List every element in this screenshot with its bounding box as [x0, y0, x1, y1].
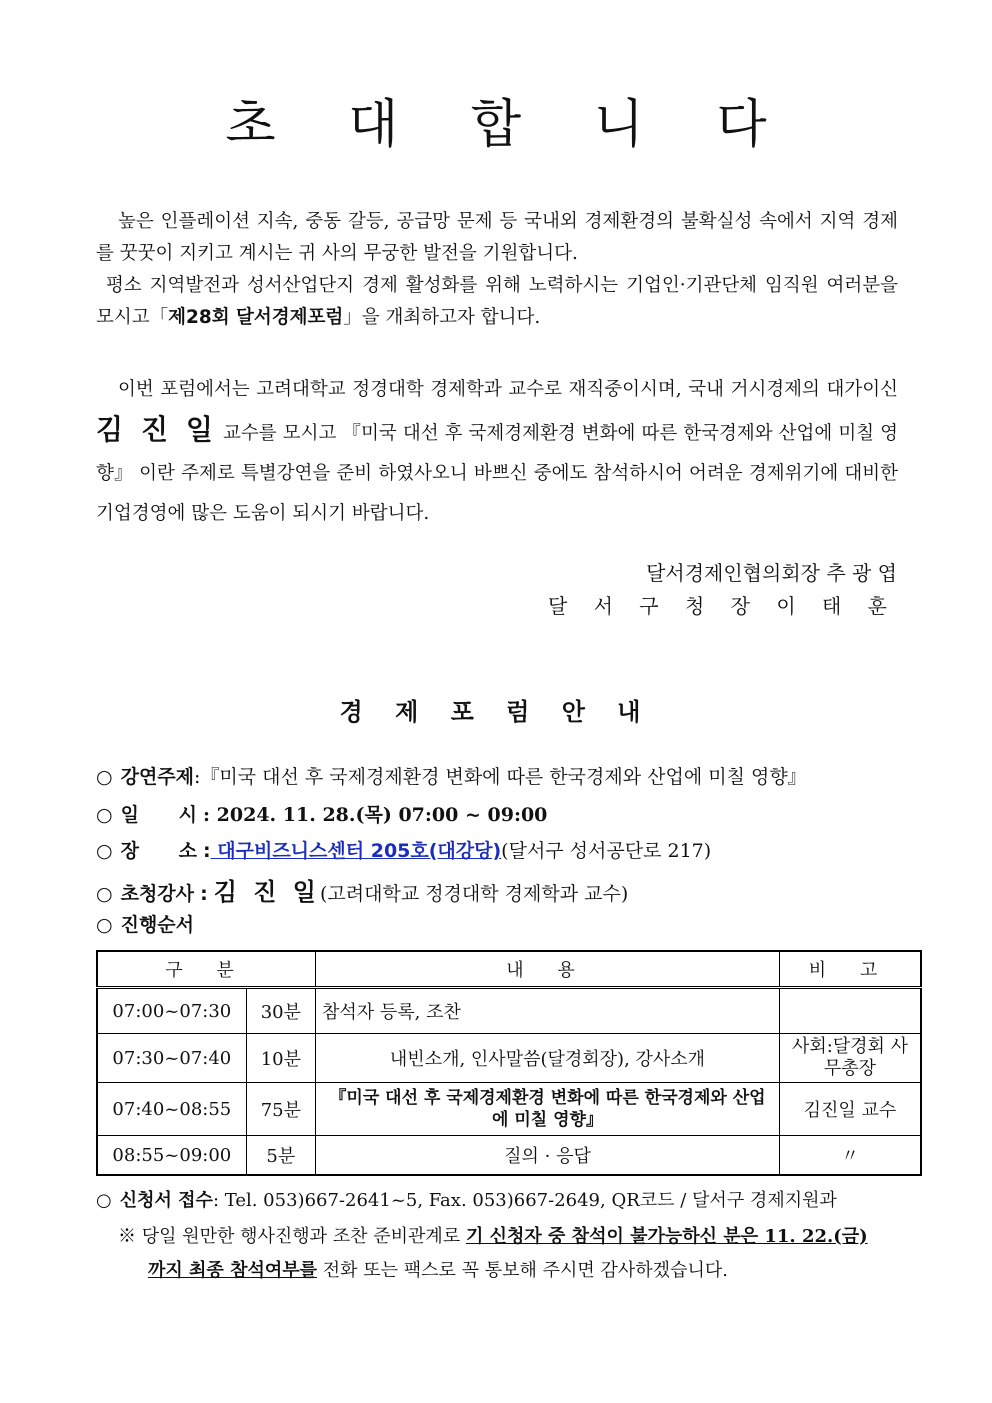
info-order — [96, 910, 194, 937]
speaker-colon: : — [200, 883, 208, 905]
intro-line2-a: 평소 지역발전과 성서산업단지 경제 활성화를 위해 노력하시는 기업인·기관단체 임직원 여러분을 모시고「 — [96, 275, 898, 328]
row-note: 김진일 교수 — [780, 1083, 922, 1136]
row-note: 〃 — [780, 1136, 922, 1176]
circle-bullet: ○ — [96, 883, 113, 905]
row-content: 『미국 대선 후 국제경제환경 변화에 따른 한국경제와 산업에 미칠 영향』 — [316, 1083, 780, 1136]
row-duration: 5분 — [246, 1136, 315, 1176]
intro-line2-b: 」을 개최하고자 합니다. — [343, 307, 541, 328]
header-content: 내 용 — [316, 951, 780, 988]
row-duration: 30분 — [246, 988, 315, 1034]
row-content: 내빈소개, 인사말씀(달경회장), 강사소개 — [316, 1034, 780, 1083]
table-header-row — [97, 951, 921, 988]
header-division: 구 분 — [97, 951, 316, 988]
remark-a: ※ 당일 원만한 행사진행과 조찬 준비관계로 — [118, 1226, 466, 1247]
speaker-name: 김 진 일 — [213, 878, 320, 906]
speaker-affiliation: (고려대학교 정경대학 경제학과 교수) — [319, 883, 629, 905]
date-label: 일 시 — [120, 804, 197, 826]
body-a: 이번 포럼에서는 고려대학교 정경대학 경제학과 교수로 재직중이시며, 국내 거시경제의 대가이신 — [118, 379, 898, 400]
row-time: 08:55~09:00 — [97, 1136, 246, 1176]
table-row — [97, 1083, 921, 1136]
intro-paragraph — [96, 206, 898, 334]
remark-b: 전화 또는 팩스로 꼭 통보해 주시면 감사하겠습니다. — [317, 1260, 728, 1281]
body-paragraph — [96, 370, 898, 534]
info-topic — [96, 762, 807, 789]
info-speaker — [96, 872, 628, 907]
apply-value: : Tel. 053)667-2641~5, Fax. 053)667-2649, QR코드 / 달서구 경제지원과 — [212, 1190, 837, 1211]
page-title: 초 대 합 니 다 — [225, 95, 795, 155]
place-label: 장 소 — [120, 840, 197, 862]
circle-bullet: ○ — [96, 1190, 112, 1211]
body-b: 교수를 모시고 『미국 대선 후 국제경제환경 변화에 따른 한국경제와 산업에 미칠 영향』 이란 주제로 특별강연을 준비 하였사오니 바쁘신 중에도 참석하시어 어려운 경제위기에 대비한 기업경영에 많은 도움이 되시기 바랍니다. — [96, 423, 898, 524]
circle-bullet: ○ — [96, 804, 113, 826]
header-remarks: 비 고 — [780, 951, 922, 988]
row-time: 07:40~08:55 — [97, 1083, 246, 1136]
place-link[interactable]: 대구비즈니스센터 205호(대강당) — [210, 840, 502, 862]
row-time: 07:30~07:40 — [97, 1034, 246, 1083]
info-place — [96, 836, 711, 863]
row-time: 07:00~07:30 — [97, 988, 246, 1034]
row-note — [780, 988, 922, 1034]
application-info — [96, 1186, 837, 1212]
intro-line1: 높은 인플레이션 지속, 중동 갈등, 공급망 문제 등 국내외 경제환경의 불확실성 속에서 지역 경제를 꿋꿋이 지키고 계시는 귀 사의 무궁한 발전을 기원합니다. — [96, 211, 898, 264]
table-row — [97, 988, 921, 1034]
info-date — [96, 800, 547, 827]
schedule-table — [96, 950, 922, 1176]
row-content: 질의 · 응답 — [316, 1136, 780, 1176]
date-value: : 2024. 11. 28.(목) 07:00 ~ 09:00 — [203, 804, 548, 826]
remark-underlined-1: 기 신청자 중 참석이 불가능하신 분은 11. 22.(금) — [465, 1226, 868, 1247]
apply-label: 신청서 접수 — [119, 1190, 213, 1211]
table-row — [97, 1034, 921, 1083]
lecturer-name-big: 김 진 일 — [96, 413, 217, 446]
topic-label: 강연주제 — [120, 766, 195, 788]
circle-bullet: ○ — [96, 766, 113, 788]
forum-name: 제28회 달서경제포럼 — [168, 307, 344, 328]
remark-line2 — [148, 1256, 728, 1282]
signature-line2: 달 서 구 청 장 이 태 훈 — [547, 594, 897, 618]
section-title: 경 제 포 럼 안 내 — [339, 698, 653, 726]
order-label: 진행순서 — [120, 914, 195, 936]
row-note: 사회:달경회 사무총장 — [780, 1034, 922, 1083]
table-row — [97, 1136, 921, 1176]
speaker-label: 초청강사 — [120, 883, 195, 905]
row-duration: 10분 — [246, 1034, 315, 1083]
remark-underlined-2: 까지 최종 참석여부를 — [148, 1260, 318, 1281]
topic-value: :『미국 대선 후 국제경제환경 변화에 따른 한국경제와 산업에 미칠 영향』 — [194, 766, 807, 788]
place-colon: : — [203, 840, 211, 862]
circle-bullet: ○ — [96, 914, 113, 936]
circle-bullet: ○ — [96, 840, 113, 862]
row-content: 참석자 등록, 조찬 — [316, 988, 780, 1034]
row-duration: 75분 — [246, 1083, 315, 1136]
signature-line1: 달서경제인협의회장 추 광 엽 — [646, 561, 897, 585]
place-address: (달서구 성서공단로 217) — [501, 840, 712, 862]
remark-line1 — [118, 1222, 868, 1248]
intro-line2 — [96, 270, 898, 334]
